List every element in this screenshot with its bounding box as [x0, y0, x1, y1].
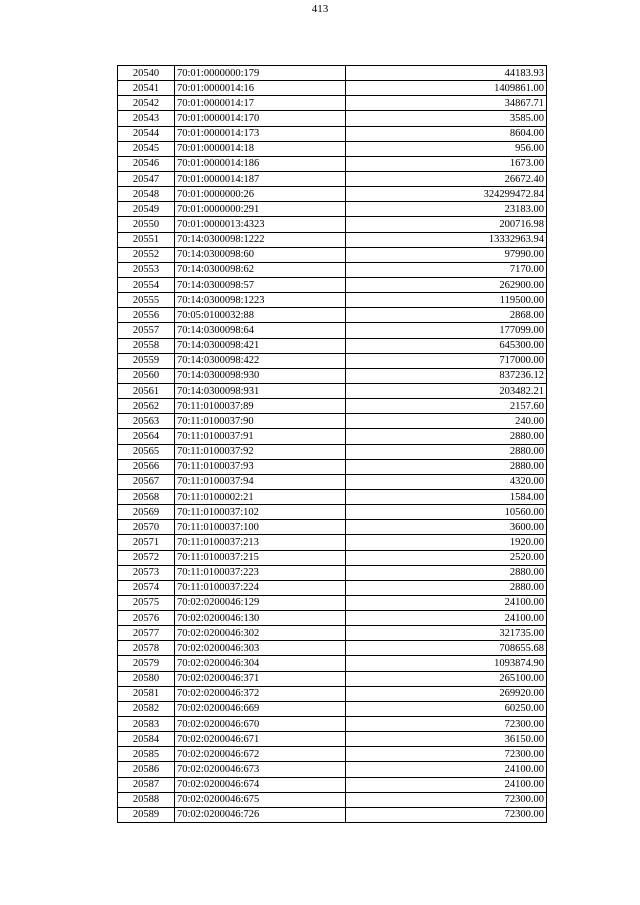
table-row: [118, 535, 547, 550]
cadastral-value-cell: 36150.00: [346, 732, 547, 747]
cadastral-number-cell: 70:11:0100002:21: [175, 489, 346, 504]
cadastral-number-cell: 70:14:0300098:64: [175, 323, 346, 338]
table-row: [118, 550, 547, 565]
cadastral-value-cell: 24100.00: [346, 595, 547, 610]
cadastral-value-cell: 24100.00: [346, 611, 547, 626]
row-number-cell: 20552: [118, 247, 175, 262]
cadastral-value-cell: 26672.40: [346, 171, 547, 186]
row-number-cell: 20571: [118, 535, 175, 550]
cadastral-number-cell: 70:14:0300098:1222: [175, 232, 346, 247]
row-number-cell: 20567: [118, 474, 175, 489]
cadastral-number-cell: 70:11:0100037:213: [175, 535, 346, 550]
cadastral-value-cell: 708655.68: [346, 641, 547, 656]
cadastral-value-cell: 1093874.90: [346, 656, 547, 671]
table-row: [118, 293, 547, 308]
table-row: [118, 338, 547, 353]
table-row: [118, 81, 547, 96]
cadastral-number-cell: 70:01:0000000:291: [175, 202, 346, 217]
row-number-cell: 20565: [118, 444, 175, 459]
row-number-cell: 20584: [118, 732, 175, 747]
table-row: [118, 156, 547, 171]
cadastral-number-cell: 70:01:0000000:26: [175, 187, 346, 202]
cadastral-number-cell: 70:11:0100037:94: [175, 474, 346, 489]
row-number-cell: 20554: [118, 277, 175, 292]
row-number-cell: 20574: [118, 580, 175, 595]
row-number-cell: 20575: [118, 595, 175, 610]
cadastral-number-cell: 70:02:0200046:303: [175, 641, 346, 656]
table-row: [118, 565, 547, 580]
cadastral-number-cell: 70:11:0100037:93: [175, 459, 346, 474]
table-row: [118, 762, 547, 777]
cadastral-number-cell: 70:05:0100032:88: [175, 308, 346, 323]
table-row: [118, 277, 547, 292]
row-number-cell: 20568: [118, 489, 175, 504]
cadastral-number-cell: 70:11:0100037:89: [175, 399, 346, 414]
table-row: [118, 611, 547, 626]
table-row: [118, 383, 547, 398]
cadastral-number-cell: 70:14:0300098:421: [175, 338, 346, 353]
cadastral-number-cell: 70:11:0100037:224: [175, 580, 346, 595]
row-number-cell: 20559: [118, 353, 175, 368]
table-row: [118, 262, 547, 277]
cadastral-number-cell: 70:01:0000014:18: [175, 141, 346, 156]
table-row: [118, 444, 547, 459]
table-row: [118, 232, 547, 247]
table-body: [118, 66, 547, 823]
row-number-cell: 20566: [118, 459, 175, 474]
table-row: [118, 459, 547, 474]
cadastral-number-cell: 70:02:0200046:674: [175, 777, 346, 792]
cadastral-value-cell: 34867.71: [346, 96, 547, 111]
cadastral-number-cell: 70:14:0300098:60: [175, 247, 346, 262]
cadastral-number-cell: 70:02:0200046:675: [175, 792, 346, 807]
cadastral-number-cell: 70:14:0300098:422: [175, 353, 346, 368]
cadastral-value-cell: 262900.00: [346, 277, 547, 292]
row-number-cell: 20540: [118, 66, 175, 81]
row-number-cell: 20576: [118, 611, 175, 626]
row-number-cell: 20557: [118, 323, 175, 338]
table-row: [118, 580, 547, 595]
table-row: [118, 595, 547, 610]
row-number-cell: 20570: [118, 520, 175, 535]
table-row: [118, 520, 547, 535]
row-number-cell: 20588: [118, 792, 175, 807]
cadastral-number-cell: 70:14:0300098:62: [175, 262, 346, 277]
table-row: [118, 187, 547, 202]
cadastral-number-cell: 70:02:0200046:371: [175, 671, 346, 686]
cadastral-number-cell: 70:01:0000014:186: [175, 156, 346, 171]
cadastral-value-cell: 23183.00: [346, 202, 547, 217]
table-row: [118, 732, 547, 747]
cadastral-number-cell: 70:01:0000014:173: [175, 126, 346, 141]
cadastral-value-cell: 24100.00: [346, 762, 547, 777]
row-number-cell: 20558: [118, 338, 175, 353]
cadastral-number-cell: 70:02:0200046:130: [175, 611, 346, 626]
table-row: [118, 489, 547, 504]
row-number-cell: 20578: [118, 641, 175, 656]
table-row: [118, 429, 547, 444]
row-number-cell: 20553: [118, 262, 175, 277]
cadastral-number-cell: 70:02:0200046:671: [175, 732, 346, 747]
table-row: [118, 792, 547, 807]
cadastral-value-cell: 956.00: [346, 141, 547, 156]
table-row: [118, 505, 547, 520]
cadastral-value-cell: 269920.00: [346, 686, 547, 701]
cadastral-number-cell: 70:11:0100037:92: [175, 444, 346, 459]
table-row: [118, 141, 547, 156]
table-row: [118, 701, 547, 716]
cadastral-value-cell: 240.00: [346, 414, 547, 429]
table-row: [118, 217, 547, 232]
cadastral-value-cell: 44183.93: [346, 66, 547, 81]
cadastral-value-cell: 837236.12: [346, 368, 547, 383]
cadastral-value-cell: 3600.00: [346, 520, 547, 535]
row-number-cell: 20556: [118, 308, 175, 323]
cadastral-number-cell: 70:01:0000014:170: [175, 111, 346, 126]
table-row: [118, 626, 547, 641]
table-row: [118, 641, 547, 656]
cadastral-number-cell: 70:02:0200046:304: [175, 656, 346, 671]
cadastral-value-cell: 1673.00: [346, 156, 547, 171]
cadastral-value-cell: 24100.00: [346, 777, 547, 792]
row-number-cell: 20585: [118, 747, 175, 762]
row-number-cell: 20587: [118, 777, 175, 792]
cadastral-number-cell: 70:02:0200046:129: [175, 595, 346, 610]
row-number-cell: 20546: [118, 156, 175, 171]
cadastral-number-cell: 70:11:0100037:90: [175, 414, 346, 429]
row-number-cell: 20561: [118, 383, 175, 398]
cadastral-value-cell: 2880.00: [346, 459, 547, 474]
cadastral-number-cell: 70:14:0300098:930: [175, 368, 346, 383]
cadastral-number-cell: 70:02:0200046:672: [175, 747, 346, 762]
table-row: [118, 308, 547, 323]
cadastral-number-cell: 70:02:0200046:372: [175, 686, 346, 701]
row-number-cell: 20548: [118, 187, 175, 202]
cadastral-value-cell: 7170.00: [346, 262, 547, 277]
table-row: [118, 747, 547, 762]
table-row: [118, 202, 547, 217]
cadastral-value-cell: 1409861.00: [346, 81, 547, 96]
table-row: [118, 96, 547, 111]
table-row: [118, 66, 547, 81]
row-number-cell: 20550: [118, 217, 175, 232]
cadastral-value-cell: 72300.00: [346, 792, 547, 807]
table-row: [118, 111, 547, 126]
cadastral-value-cell: 200716.98: [346, 217, 547, 232]
row-number-cell: 20586: [118, 762, 175, 777]
cadastral-number-cell: 70:11:0100037:223: [175, 565, 346, 580]
row-number-cell: 20572: [118, 550, 175, 565]
cadastral-value-cell: 2880.00: [346, 565, 547, 580]
cadastral-value-cell: 4320.00: [346, 474, 547, 489]
table-row: [118, 171, 547, 186]
row-number-cell: 20581: [118, 686, 175, 701]
cadastral-value-cell: 2157.60: [346, 399, 547, 414]
row-number-cell: 20589: [118, 807, 175, 822]
cadastral-value-cell: 324299472.84: [346, 187, 547, 202]
cadastral-value-cell: 97990.00: [346, 247, 547, 262]
row-number-cell: 20549: [118, 202, 175, 217]
row-number-cell: 20560: [118, 368, 175, 383]
cadastral-value-cell: 203482.21: [346, 383, 547, 398]
table-row: [118, 717, 547, 732]
cadastral-value-cell: 72300.00: [346, 807, 547, 822]
cadastral-value-table: [117, 65, 547, 823]
cadastral-value-cell: 10560.00: [346, 505, 547, 520]
cadastral-value-cell: 3585.00: [346, 111, 547, 126]
row-number-cell: 20547: [118, 171, 175, 186]
cadastral-value-cell: 2868.00: [346, 308, 547, 323]
row-number-cell: 20564: [118, 429, 175, 444]
cadastral-value-cell: 321735.00: [346, 626, 547, 641]
cadastral-number-cell: 70:02:0200046:302: [175, 626, 346, 641]
cadastral-number-cell: 70:14:0300098:1223: [175, 293, 346, 308]
cadastral-value-cell: 717000.00: [346, 353, 547, 368]
cadastral-number-cell: 70:01:0000014:187: [175, 171, 346, 186]
cadastral-number-cell: 70:01:0000014:17: [175, 96, 346, 111]
cadastral-number-cell: 70:02:0200046:726: [175, 807, 346, 822]
table-row: [118, 368, 547, 383]
row-number-cell: 20583: [118, 717, 175, 732]
row-number-cell: 20544: [118, 126, 175, 141]
table-row: [118, 414, 547, 429]
cadastral-value-cell: 13332963.94: [346, 232, 547, 247]
row-number-cell: 20541: [118, 81, 175, 96]
cadastral-value-cell: 60250.00: [346, 701, 547, 716]
row-number-cell: 20543: [118, 111, 175, 126]
row-number-cell: 20579: [118, 656, 175, 671]
cadastral-value-cell: 2880.00: [346, 444, 547, 459]
cadastral-value-cell: 2880.00: [346, 429, 547, 444]
row-number-cell: 20542: [118, 96, 175, 111]
cadastral-value-cell: 265100.00: [346, 671, 547, 686]
table-row: [118, 777, 547, 792]
table-row: [118, 474, 547, 489]
table-row: [118, 247, 547, 262]
cadastral-number-cell: 70:01:0000000:179: [175, 66, 346, 81]
table-row: [118, 353, 547, 368]
cadastral-number-cell: 70:02:0200046:670: [175, 717, 346, 732]
cadastral-number-cell: 70:11:0100037:102: [175, 505, 346, 520]
row-number-cell: 20573: [118, 565, 175, 580]
cadastral-number-cell: 70:11:0100037:100: [175, 520, 346, 535]
row-number-cell: 20577: [118, 626, 175, 641]
cadastral-number-cell: 70:02:0200046:669: [175, 701, 346, 716]
row-number-cell: 20569: [118, 505, 175, 520]
table-row: [118, 686, 547, 701]
row-number-cell: 20563: [118, 414, 175, 429]
table-row: [118, 807, 547, 822]
row-number-cell: 20562: [118, 399, 175, 414]
table-row: [118, 323, 547, 338]
cadastral-number-cell: 70:14:0300098:57: [175, 277, 346, 292]
cadastral-value-cell: 177099.00: [346, 323, 547, 338]
cadastral-value-cell: 2520.00: [346, 550, 547, 565]
cadastral-value-cell: 1920.00: [346, 535, 547, 550]
cadastral-value-cell: 2880.00: [346, 580, 547, 595]
cadastral-value-cell: 8604.00: [346, 126, 547, 141]
cadastral-number-cell: 70:01:0000014:16: [175, 81, 346, 96]
cadastral-number-cell: 70:01:0000013:4323: [175, 217, 346, 232]
row-number-cell: 20555: [118, 293, 175, 308]
row-number-cell: 20582: [118, 701, 175, 716]
table-row: [118, 656, 547, 671]
cadastral-value-cell: 1584.00: [346, 489, 547, 504]
table-row: [118, 399, 547, 414]
cadastral-value-cell: 645300.00: [346, 338, 547, 353]
cadastral-number-cell: 70:02:0200046:673: [175, 762, 346, 777]
table-row: [118, 671, 547, 686]
row-number-cell: 20580: [118, 671, 175, 686]
row-number-cell: 20545: [118, 141, 175, 156]
cadastral-value-cell: 72300.00: [346, 747, 547, 762]
cadastral-number-cell: 70:11:0100037:91: [175, 429, 346, 444]
table-row: [118, 126, 547, 141]
cadastral-number-cell: 70:11:0100037:215: [175, 550, 346, 565]
row-number-cell: 20551: [118, 232, 175, 247]
page-number: 413: [311, 3, 329, 15]
cadastral-value-cell: 119500.00: [346, 293, 547, 308]
cadastral-value-cell: 72300.00: [346, 717, 547, 732]
cadastral-number-cell: 70:14:0300098:931: [175, 383, 346, 398]
